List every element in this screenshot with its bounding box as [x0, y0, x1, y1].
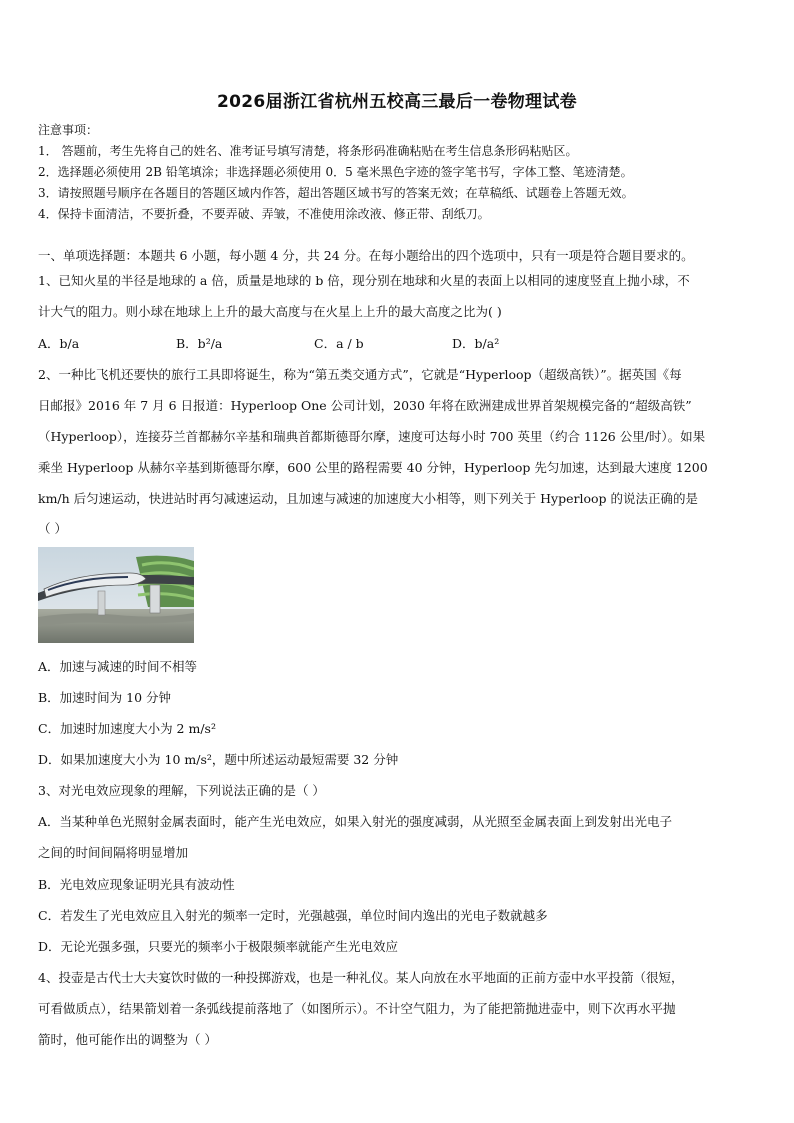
q3-stem: 3、对光电效应现象的理解，下列说法正确的是（ ）: [38, 783, 325, 798]
q2-option-b: B．加速时间为 10 分钟: [38, 690, 172, 705]
q2-stem-line-1: 2、一种比飞机还要快的旅行工具即将诞生，称为“第五类交通方式”，它就是“Hyperloop（超级高铁）”。据英国《每: [38, 367, 682, 382]
q1-options: [38, 334, 590, 352]
q2-stem-line-3: （Hyperloop），连接芬兰首都赫尔辛基和瑞典首都斯德哥尔摩，速度可达每小时 700 英里（约合 1126 公里/时）。如果: [38, 429, 706, 444]
q1-stem-line-2: 计大气的阻力。则小球在地球上上升的最大高度与在火星上上升的最大高度之比为( ): [38, 304, 502, 319]
q3-option-b: B．光电效应现象证明光具有波动性: [38, 877, 235, 892]
q4-stem-line-3: 箭时，他可能作出的调整为（ ）: [38, 1032, 217, 1047]
q1-option-b: B．b²/a: [176, 336, 223, 351]
q2-stem-line-5: km/h 后匀速运动，快进站时再匀减速运动，且加速与减速的加速度大小相等，则下列关于 Hyperloop 的说法正确的是: [38, 491, 698, 506]
q2-option-c: C．加速时加速度大小为 2 m/s²: [38, 721, 216, 736]
notice-item-4: 4．保持卡面清洁，不要折叠，不要弄破、弄皱，不准使用涂改液、修正带、刮纸刀。: [38, 207, 490, 221]
q1-option-a: A．b/a: [38, 336, 80, 351]
q4-stem-line-1: 4、投壶是古代士大夫宴饮时做的一种投掷游戏，也是一种礼仪。某人向放在水平地面的正前方壶中水平投箭（很短，: [38, 970, 684, 985]
q2-stem-line-6: （ ）: [38, 521, 67, 536]
q3-option-c: C．若发生了光电效应且入射光的频率一定时，光强越强，单位时间内逸出的光电子数就越多: [38, 908, 548, 923]
page-title: 2026届浙江省杭州五校高三最后一卷物理试卷: [217, 92, 577, 112]
notice-heading: 注意事项：: [38, 123, 99, 137]
q3-option-a-line-2: 之间的时间间隔将明显增加: [38, 845, 189, 860]
section-heading: 一、单项选择题：本题共 6 小题，每小题 4 分，共 24 分。在每小题给出的四个选项中，只有一项是符合题目要求的。: [38, 248, 694, 263]
q3-option-d: D．无论光强多强，只要光的频率小于极限频率就能产生光电效应: [38, 939, 399, 954]
q2-stem-line-4: 乘坐 Hyperloop 从赫尔辛基到斯德哥尔摩，600 公里的路程需要 40 分钟，Hyperloop 先匀加速，达到最大速度 1200: [38, 460, 708, 475]
q4-stem-line-2: 可看做质点），结果箭划着一条弧线提前落地了（如图所示）。不计空气阻力，为了能把箭抛进壶中，则下次再水平抛: [38, 1001, 676, 1016]
q2-option-a: A．加速与减速的时间不相等: [38, 659, 198, 674]
hyperloop-illustration: [38, 547, 194, 643]
q1-option-c: C．a / b: [314, 336, 364, 351]
q1-stem-line-1: 1、已知火星的半径是地球的 a 倍，质量是地球的 b 倍，现分别在地球和火星的表面上以相同的速度竖直上抛小球，不: [38, 273, 690, 288]
q1-option-d: D．b/a²: [452, 336, 500, 351]
q2-stem-line-2: 日邮报》2016 年 7 月 6 日报道：Hyperloop One 公司计划，2030 年将在欧洲建成世界首架规模完备的“超级高铁”: [38, 398, 692, 413]
q3-option-a-line-1: A．当某种单色光照射金属表面时，能产生光电效应，如果入射光的强度减弱，从光照至金属表面上到发射出光电子: [38, 814, 673, 829]
q2-option-d: D．如果加速度大小为 10 m/s²，题中所述运动最短需要 32 分钟: [38, 752, 399, 767]
notice-item-1: 1． 答题前，考生先将自己的姓名、准考证号填写清楚，将条形码准确粘贴在考生信息条形码粘贴区。: [38, 144, 578, 158]
notice-item-2: 2．选择题必须使用 2B 铅笔填涂；非选择题必须使用 0．5 毫米黑色字迹的签字笔书写，字体工整、笔迹清楚。: [38, 165, 633, 179]
hyperloop-photo: [38, 547, 194, 643]
notice-item-3: 3．请按照题号顺序在各题目的答题区域内作答，超出答题区域书写的答案无效；在草稿纸、试题卷上答题无效。: [38, 186, 634, 200]
